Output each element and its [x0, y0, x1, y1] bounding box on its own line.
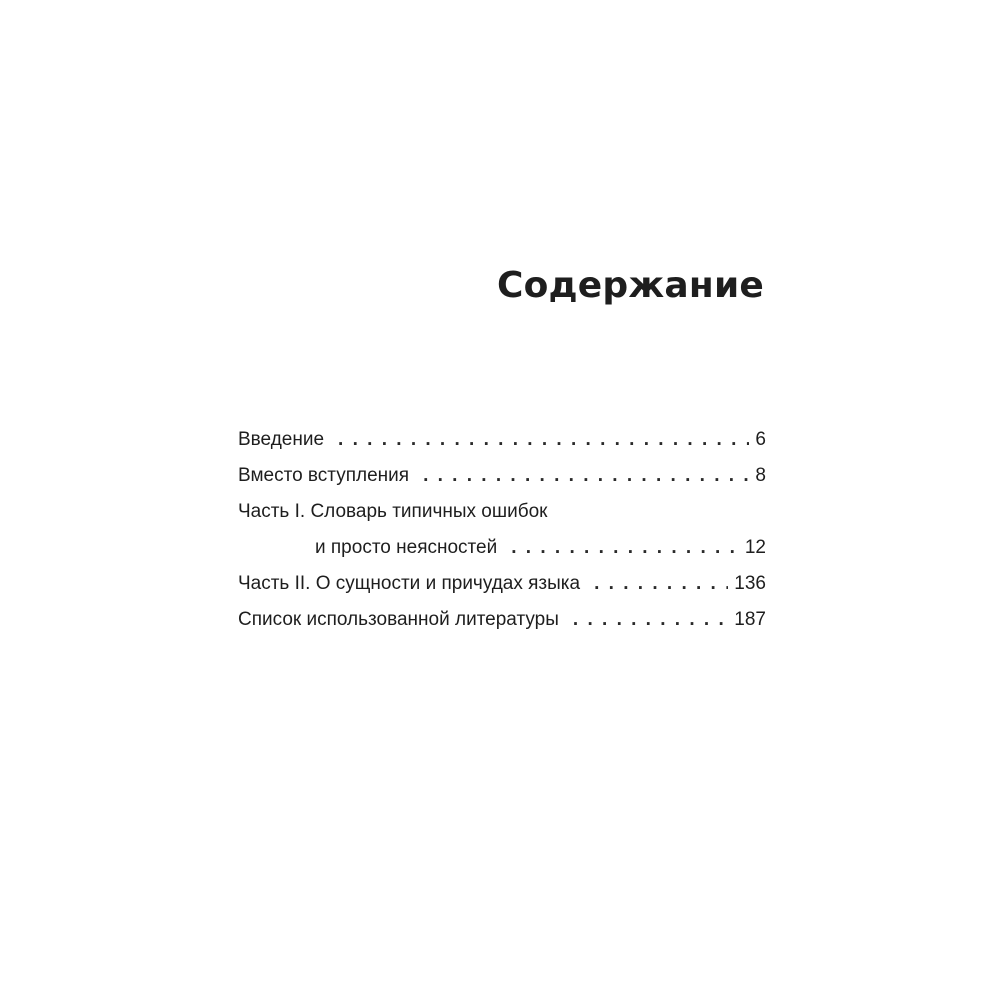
toc-page-number: 12	[744, 537, 766, 558]
dot-leader	[423, 458, 749, 494]
dot-leader	[573, 602, 728, 638]
toc-entry-bibliography[interactable]	[238, 602, 766, 638]
toc-entry-title: Вместо вступления	[238, 465, 410, 486]
toc-page-number: 136	[734, 573, 766, 594]
toc-entry-title-continuation: и просто неясностей	[315, 537, 498, 558]
toc-entry-title: Список использованной литературы	[238, 609, 559, 630]
toc-entry-part-two[interactable]	[238, 566, 766, 602]
table-of-contents	[238, 422, 766, 638]
toc-page-number: 6	[755, 429, 766, 450]
toc-entry-title: Введение	[238, 429, 325, 450]
toc-entry-title: Часть II. О сущности и причудах языка	[238, 573, 581, 594]
toc-entry-preface[interactable]	[238, 458, 766, 494]
dot-leader	[338, 422, 749, 458]
toc-page-number: 8	[755, 465, 766, 486]
toc-entry-part-one[interactable]	[238, 494, 766, 566]
toc-entry-title: Часть I. Словарь типичных ошибок	[238, 501, 548, 522]
toc-entry-introduction[interactable]	[238, 422, 766, 458]
dot-leader	[511, 530, 739, 566]
page-title: Содержание	[496, 265, 764, 306]
toc-page-number: 187	[734, 609, 766, 630]
dot-leader	[594, 566, 728, 602]
